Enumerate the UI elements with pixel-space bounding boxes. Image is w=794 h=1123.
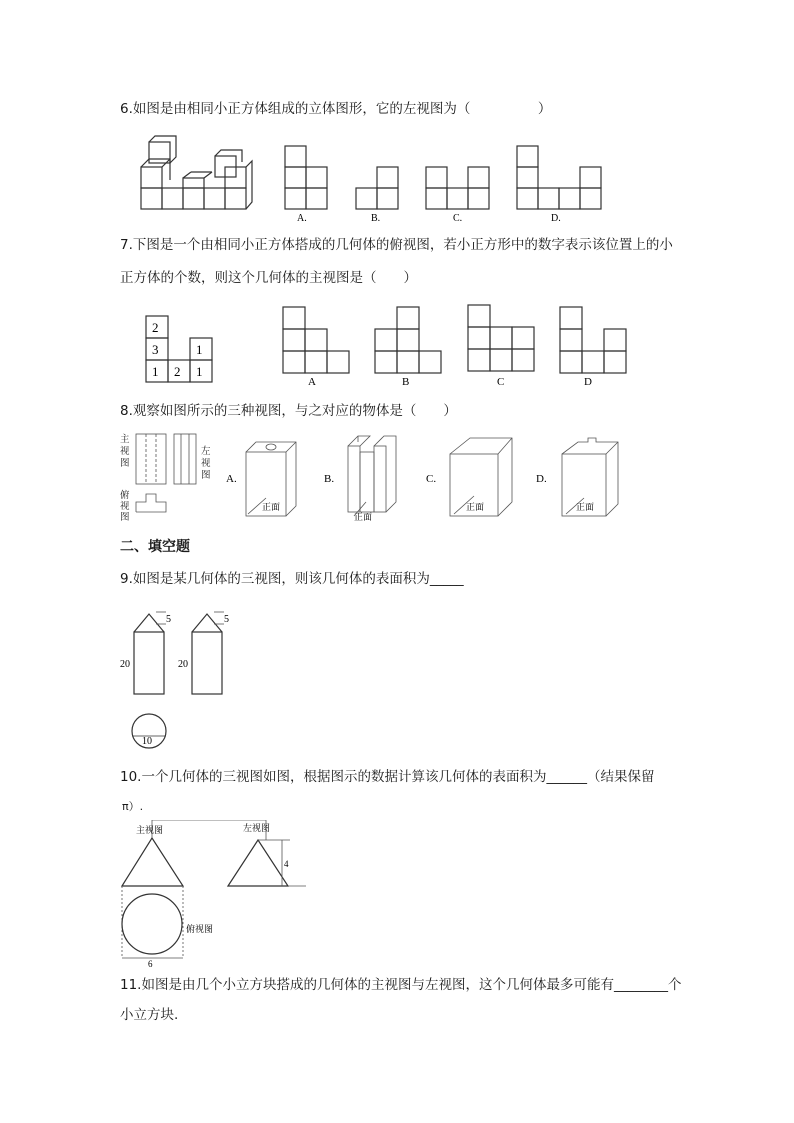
section-title: 二、填空题 [120,539,190,555]
q7-num-5: 2 [174,364,181,379]
q8-label-top-3: 图 [120,512,130,523]
q8-label-top-1: 俯 [120,490,130,501]
q9-dim-roof-2: 5 [224,614,229,625]
q6-option-b[interactable]: B. [371,213,381,224]
q10-label-top: 俯视图 [186,925,214,935]
q10-label-left: 左视图 [243,824,271,834]
q9-front-view [134,614,164,694]
q10-figures [118,820,318,968]
q8-label-main-2: 视 [120,446,130,457]
q8-option-b[interactable]: B. [324,473,335,485]
q7-num-4: 1 [152,364,159,379]
q7-num-2: 3 [152,342,159,357]
q6-text: 6.如图是由相同小正方体组成的立体图形，它的左视图为（ ） [120,101,552,117]
q8-label-top-2: 视 [120,501,130,512]
q7-line2: 正方体的个数，则这个几何体的主视图是（ ） [120,270,417,286]
q9-figures [118,604,238,752]
q10-dim-width: 6 [148,959,153,968]
q7-option-c-view [468,305,534,371]
q11-line2: 小立方块. [120,1007,179,1023]
q9-side-view [192,614,222,694]
q6-option-d-view [517,146,601,209]
q7-option-c[interactable]: C [497,376,505,388]
q8-option-b-solid [348,436,396,516]
q9-dim-roof-1: 5 [166,614,171,625]
q8-figures [118,430,628,526]
q6-option-c-view [426,167,489,209]
q8-main-view [136,434,166,484]
q8-left-view [174,434,196,484]
q6-option-a[interactable]: A. [297,213,307,224]
q7-option-d[interactable]: D [584,376,592,388]
q7-option-a-view [283,307,349,373]
q7-option-d-view [560,307,626,373]
q11-line1: 11.如图是由几个小立方块搭成的几何体的主视图与左视图，这个几何体最多可能有________个 [120,977,682,993]
q8-label-left-3: 图 [201,470,211,481]
q6-option-c[interactable]: C. [453,213,463,224]
q10-text2: π）. [122,800,144,813]
q7-num-1: 2 [152,320,159,335]
q8-label-left-1: 左 [201,446,211,457]
q6-figures [135,132,615,224]
q8-label-left-2: 视 [201,458,211,469]
q8-front-label-d: 正面 [576,503,595,513]
q10-dim-height: 4 [284,859,289,869]
q7-line1: 7.下图是一个由相同小正方体搭成的几何体的俯视图，若小正方形中的数字表示该位置上的小 [120,237,673,253]
q6-option-b-view [356,167,398,209]
q9-dim-height-2: 20 [178,659,188,670]
q8-label-main-1: 主 [120,434,130,445]
q10-label-main: 主视图 [136,826,164,836]
q7-option-b-view [375,307,441,373]
q8-front-label-b: 正面 [354,513,373,523]
q7-option-a[interactable]: A [308,376,316,388]
q8-option-a[interactable]: A. [226,473,237,485]
q10-top-view [122,894,182,954]
q8-front-label-c: 正面 [466,503,485,513]
q10-side-view [228,840,288,886]
q9-dim-height-1: 20 [120,659,130,670]
q10-text: 10.一个几何体的三视图如图，根据图示的数据计算该几何体的表面积为______（结果保留 [120,769,655,785]
q6-option-a-view [285,146,327,209]
q7-figures [140,300,640,392]
q7-num-6: 1 [196,364,203,379]
q8-front-label-a: 正面 [262,503,281,513]
q8-top-view [136,494,166,512]
q7-num-3: 1 [196,342,203,357]
q8-text: 8.观察如图所示的三种视图，与之对应的物体是（ ） [120,403,457,419]
q8-label-main-3: 图 [120,458,130,469]
q8-option-c[interactable]: C. [426,473,437,485]
q9-text: 9.如图是某几何体的三视图，则该几何体的表面积为_____ [120,571,464,587]
q6-option-d[interactable]: D. [551,213,561,224]
q9-dim-diameter: 10 [142,736,152,747]
q7-option-b[interactable]: B [402,376,410,388]
q10-front-view [122,838,183,886]
q8-option-d[interactable]: D. [536,473,547,485]
q6-solid [141,136,252,209]
